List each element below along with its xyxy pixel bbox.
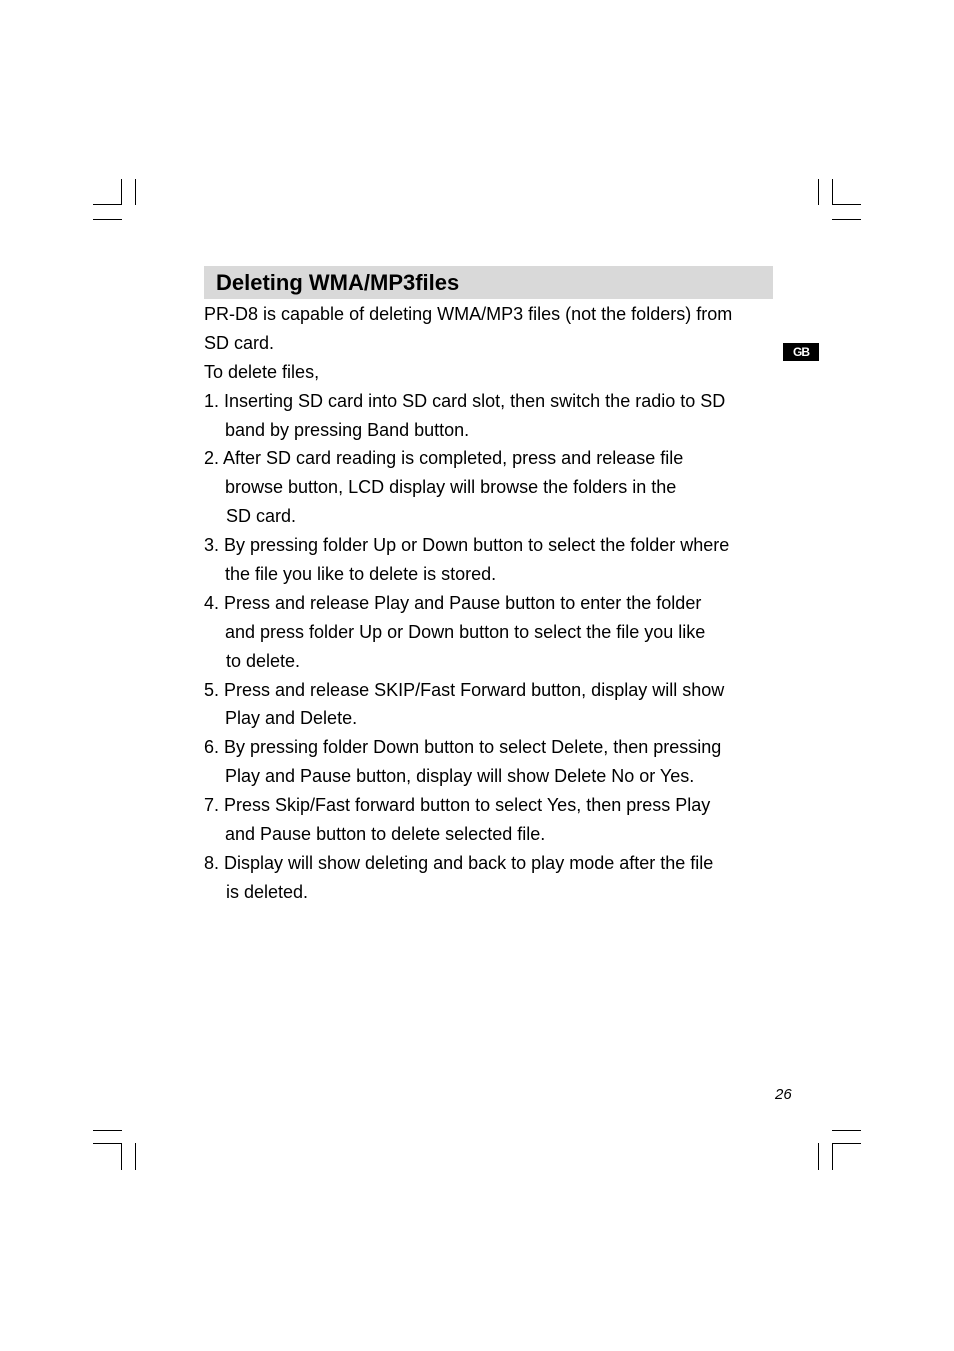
step-6 [204, 733, 784, 791]
step-line: to delete. [226, 650, 301, 671]
crop-mark [832, 179, 833, 205]
step-line: 4. Press and release Play and Pause button to enter the folder [204, 592, 702, 613]
step-line: Play and Pause button, display will show Delete No or Yes. [225, 766, 695, 787]
step-line: SD card. [226, 506, 297, 527]
step-8 [204, 849, 784, 907]
crop-mark [135, 179, 136, 205]
intro-line: PR-D8 is capable of deleting WMA/MP3 files (not the folders) from [204, 304, 733, 324]
crop-mark [121, 1143, 122, 1170]
step-line: 7. Press Skip/Fast forward button to select Yes, then press Play [204, 795, 711, 816]
step-line: 5. Press and release SKIP/Fast Forward button, display will show [204, 679, 725, 700]
crop-mark [93, 1143, 122, 1144]
crop-mark [832, 1130, 861, 1131]
step-line: and press folder Up or Down button to select the file you like [225, 621, 706, 642]
step-line: 1. Inserting SD card into SD card slot, then switch the radio to SD [204, 390, 726, 411]
step-line: is deleted. [226, 881, 309, 902]
step-line: Play and Delete. [225, 708, 358, 729]
section-title: Deleting WMA/MP3files [216, 270, 460, 295]
step-line: 8. Display will show deleting and back to play mode after the file [204, 852, 714, 873]
section-title-bar [204, 266, 773, 299]
step-line: the file you like to delete is stored. [225, 564, 497, 585]
step-line: 3. By pressing folder Up or Down button to select the folder where [204, 535, 730, 556]
language-badge: GB [783, 343, 819, 361]
crop-mark [93, 1130, 122, 1131]
crop-mark [818, 1143, 819, 1170]
step-7 [204, 791, 784, 849]
crop-mark [121, 179, 122, 205]
step-line: 2. After SD card reading is completed, press and release file [204, 448, 684, 469]
crop-mark [832, 1143, 861, 1144]
step-3 [204, 531, 784, 589]
step-2 [204, 444, 784, 531]
crop-mark [832, 1143, 833, 1170]
body-text [204, 300, 784, 907]
step-line: 6. By pressing folder Down button to select Delete, then pressing [204, 737, 722, 758]
crop-mark [832, 219, 861, 220]
step-4 [204, 589, 784, 676]
step-line: band by pressing Band button. [225, 419, 470, 440]
step-line: browse button, LCD display will browse the folders in the [225, 477, 677, 498]
page-number: 26 [775, 1086, 792, 1103]
crop-mark [93, 204, 122, 205]
step-line: and Pause button to delete selected file. [225, 824, 546, 845]
crop-mark [135, 1143, 136, 1170]
intro-line: To delete files, [204, 361, 320, 382]
intro-line: SD card. [204, 332, 275, 353]
crop-mark [832, 204, 861, 205]
crop-mark [93, 219, 122, 220]
step-1 [204, 387, 784, 445]
crop-mark [818, 179, 819, 205]
step-5 [204, 676, 784, 734]
